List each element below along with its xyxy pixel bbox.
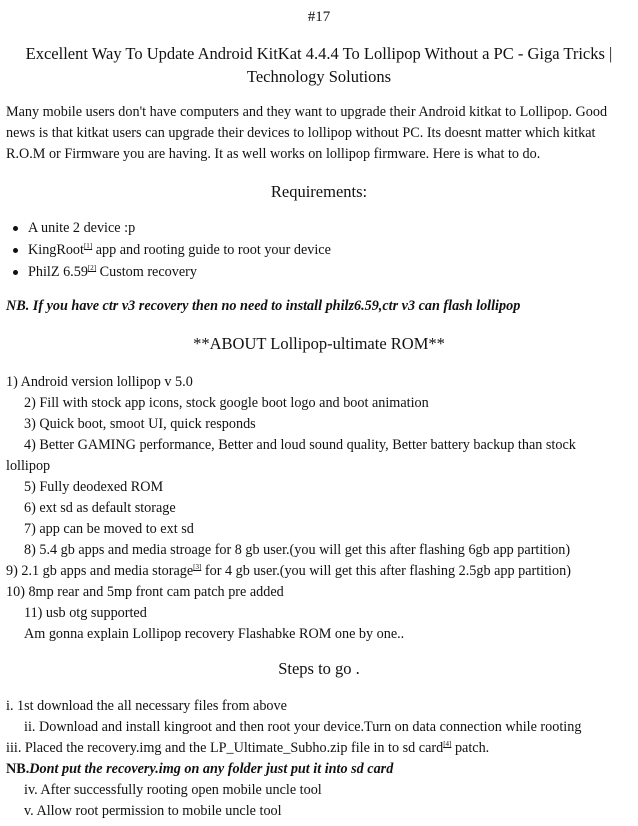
about-line-text: for 4 gb user.(you will get this after flashing 2.5gb app partition) xyxy=(201,563,571,579)
step-nb-note xyxy=(6,760,393,778)
about-line: 5) Fully deodexed ROM xyxy=(24,479,164,495)
requirement-item-text: Custom recovery xyxy=(96,264,197,280)
about-line: 8) 5.4 gb apps and media stroage for 8 gb user.(you will get this after flashing 6gb app partition) xyxy=(24,542,571,558)
nb-note: NB. If you have ctr v3 recovery then no need to install philz6.59,ctr v3 can flash lollipop xyxy=(6,298,521,314)
requirements-heading: Requirements: xyxy=(270,182,368,201)
step-line: ii. Download and install kingroot and then root your device.Turn on data connection while rooting xyxy=(24,719,582,735)
requirement-item xyxy=(28,263,197,281)
about-line: lollipop xyxy=(6,458,51,474)
about-line: 4) Better GAMING performance, Better and loud sound quality, Better battery backup than stock xyxy=(24,437,576,453)
step-line xyxy=(6,739,489,757)
requirement-item xyxy=(28,241,331,259)
nb-label: NB. xyxy=(6,761,30,777)
about-line: 6) ext sd as default storage xyxy=(24,500,176,516)
bullet-icon xyxy=(13,248,18,253)
requirement-item-text: PhilZ 6.59 xyxy=(28,264,88,280)
bullet-icon xyxy=(13,226,18,231)
step-line-text: patch. xyxy=(451,740,490,756)
step-line-text: iii. Placed the recovery.img and the LP_Ultimate_Subho.zip file in to sd card xyxy=(6,740,444,756)
about-line-text: 9) 2.1 gb apps and media storage xyxy=(6,563,194,579)
about-line: 1) Android version lollipop v 5.0 xyxy=(6,374,193,390)
about-line: 3) Quick boot, smoot UI, quick responds xyxy=(24,416,256,432)
footnote-link[interactable]: [2] xyxy=(87,264,97,272)
intro-line: news is that kitkat users can upgrade their devices to lollipop without PC. Its doesnt matter which kitkat xyxy=(6,125,596,141)
footnote-link[interactable]: [4] xyxy=(443,740,452,748)
article-title: Excellent Way To Update Android KitKat 4.4.4 To Lollipop Without a PC - Giga Tricks | Technology Solutions xyxy=(25,44,613,86)
step-line: v. Allow root permission to mobile uncle tool xyxy=(24,803,282,819)
bullet-icon xyxy=(13,270,18,275)
intro-line: R.O.M or Firmware you are having. It as well works on lollipop firmware. Here is what to do. xyxy=(6,146,541,162)
requirement-item: A unite 2 device :p xyxy=(28,220,136,236)
about-line: 11) usb otg supported xyxy=(24,605,147,621)
about-line: Am gonna explain Lollipop recovery Flashabke ROM one by one.. xyxy=(24,626,405,642)
about-heading: **ABOUT Lollipop-ultimate ROM** xyxy=(193,334,445,353)
page-number: #17 xyxy=(307,9,331,25)
about-line: 10) 8mp rear and 5mp front cam patch pre added xyxy=(6,584,284,600)
about-line xyxy=(6,562,571,580)
footnote-link[interactable]: [1] xyxy=(83,242,93,250)
about-line: 7) app can be moved to ext sd xyxy=(24,521,194,537)
nb-text: Dont put the recovery.img on any folder just put it into sd card xyxy=(29,761,394,777)
intro-line: Many mobile users don't have computers and they want to upgrade their Android kitkat to Lollipop. Good xyxy=(6,104,608,120)
step-line: i. 1st download the all necessary files from above xyxy=(6,698,287,714)
footnote-link[interactable]: [3] xyxy=(193,563,202,571)
requirement-item-text: KingRoot xyxy=(28,242,84,258)
step-line: iv. After successfully rooting open mobile uncle tool xyxy=(24,782,322,798)
steps-heading: Steps to go . xyxy=(278,659,360,678)
requirement-item-text: app and rooting guide to root your device xyxy=(92,242,331,258)
about-line: 2) Fill with stock app icons, stock google boot logo and boot animation xyxy=(24,395,429,411)
